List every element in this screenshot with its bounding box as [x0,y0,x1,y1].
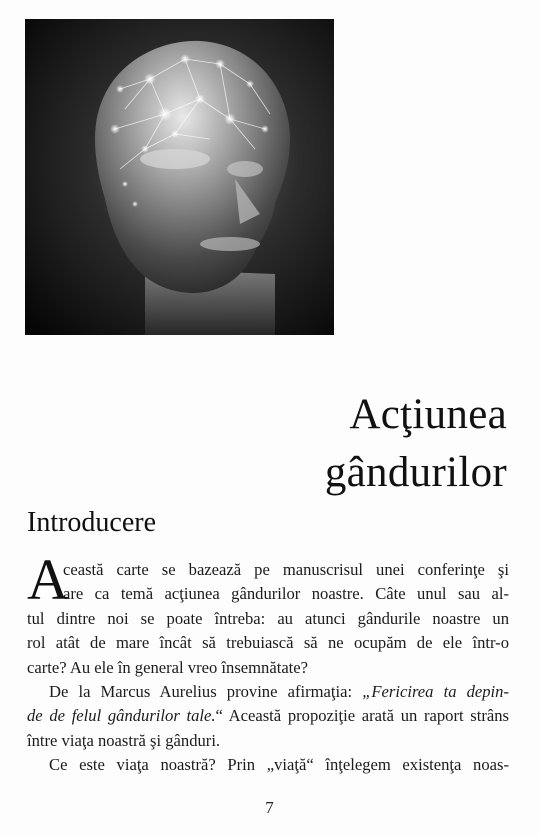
paragraph-text: De la Marcus Aurelius provine afirmaţia: [49,681,363,701]
text-line: între viaţa noastră şi gânduri. [27,730,221,750]
chapter-title-line2: gândurilor [324,449,507,496]
glass-head-illustration [25,19,334,335]
text-line: tul dintre noi se poate întreba: au atunci gândurile noastre un [27,608,509,628]
quote-text: de de felul gândurilor tale. [27,706,216,726]
text-line: ceastă carte se bazează pe manuscrisul unei conferinţe şi [63,560,509,579]
quote-text: „Fericirea ta depin- [362,681,509,701]
text-line: rol atât de mare încât să trebuiască să ne ocupăm de ele într-o [27,633,509,653]
text-line [27,704,509,728]
text-line: Ce este viaţa noastră? Prin „viaţă“ înţelegem existenţa noas- [49,755,509,775]
text-line: carte? Au ele în general vreo însemnătate? [27,657,309,677]
paragraph-text: “ Această propoziţie arată un raport strâns [215,706,509,726]
body-text [27,547,509,778]
chapter-title-line1: Acţiunea [349,391,507,438]
glass-head-icon [25,19,334,335]
section-heading: Introducere [27,507,157,538]
drop-cap: A [27,547,69,612]
chapter-title [325,386,507,502]
page-number: 7 [265,798,274,817]
text-line [27,680,509,704]
text-line: are ca temă acţiunea gândurilor noastre. Câte unul sau al- [63,584,509,604]
